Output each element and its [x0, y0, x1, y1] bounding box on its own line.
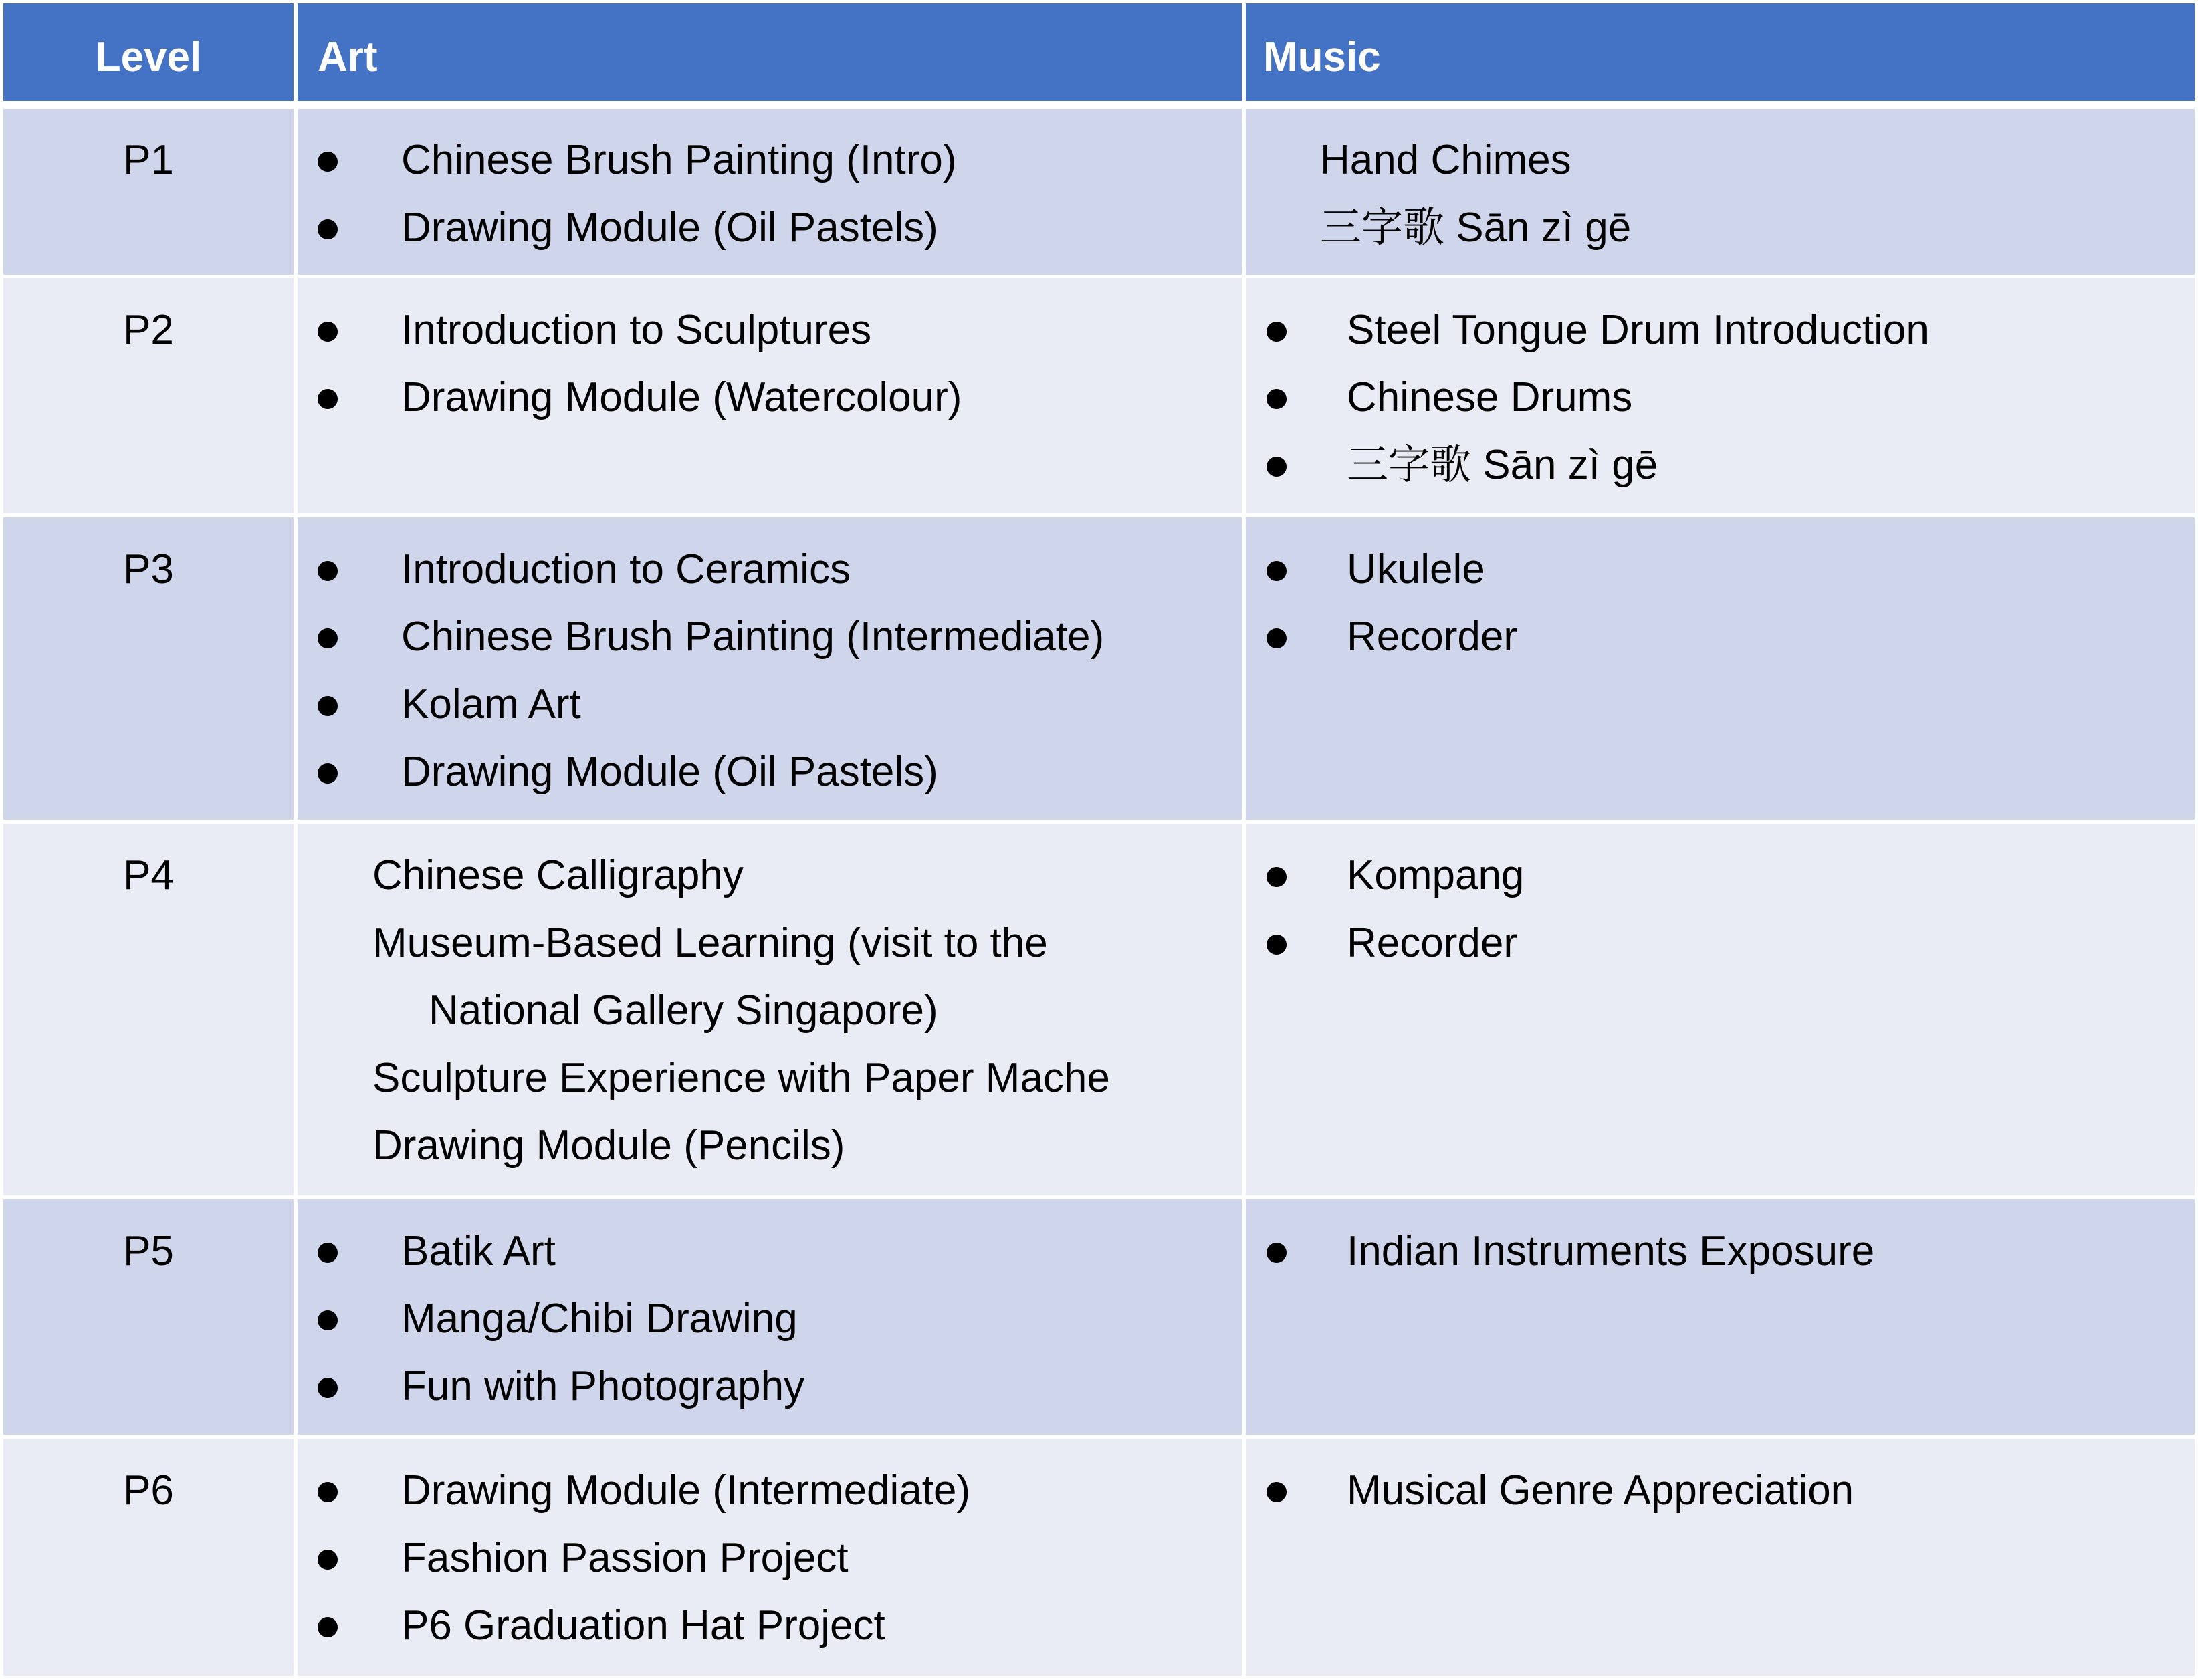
music-cell	[1246, 1199, 2195, 1435]
music-item: Recorder	[1347, 614, 1517, 660]
level-label: P1	[123, 137, 174, 183]
level-cell	[3, 1199, 294, 1435]
bullet-icon	[1267, 322, 1287, 342]
bullet-icon	[318, 1482, 338, 1502]
level-cell	[3, 109, 294, 275]
art-item: Museum-Based Learning (visit to the	[372, 920, 1048, 966]
art-cell	[298, 1199, 1242, 1435]
level-label: P4	[123, 852, 174, 898]
music-item: Indian Instruments Exposure	[1347, 1228, 1875, 1274]
header-music-label: Music	[1263, 34, 1381, 80]
art-cell	[298, 109, 1242, 275]
music-item: 三字歌 Sān zì gē	[1320, 205, 1632, 251]
art-item: Fashion Passion Project	[401, 1535, 849, 1581]
music-item: 三字歌 Sān zì gē	[1347, 442, 1658, 488]
level-label: P5	[123, 1228, 174, 1274]
music-cell	[1246, 1439, 2195, 1676]
bullet-icon	[1267, 628, 1287, 648]
header-cell-level	[3, 3, 294, 101]
art-item: Manga/Chibi Drawing	[401, 1296, 798, 1342]
music-item: Chinese Drums	[1347, 374, 1633, 421]
bullet-icon	[1267, 561, 1287, 581]
music-item: Steel Tongue Drum Introduction	[1347, 307, 1929, 353]
header-cell-music	[1246, 3, 2195, 101]
art-cell	[298, 824, 1242, 1195]
music-cell	[1246, 517, 2195, 820]
art-item: Fun with Photography	[401, 1363, 805, 1409]
bullet-icon	[318, 561, 338, 581]
level-cell	[3, 1439, 294, 1676]
bullet-icon	[318, 219, 338, 239]
art-item: Batik Art	[401, 1228, 556, 1274]
bullet-icon	[318, 322, 338, 342]
bullet-icon	[318, 1378, 338, 1398]
bullet-icon	[318, 1617, 338, 1637]
music-cell	[1246, 278, 2195, 513]
music-cell	[1246, 824, 2195, 1195]
art-item: Drawing Module (Pencils)	[372, 1122, 845, 1169]
music-item: Musical Genre Appreciation	[1347, 1467, 1854, 1514]
bullet-icon	[1267, 867, 1287, 887]
music-item: Kompang	[1347, 852, 1525, 898]
art-item: Drawing Module (Oil Pastels)	[401, 749, 938, 795]
bullet-icon	[318, 1243, 338, 1263]
level-cell	[3, 517, 294, 820]
bullet-icon	[318, 152, 338, 172]
bullet-icon	[1267, 1243, 1287, 1263]
art-item: Sculpture Experience with Paper Mache	[372, 1055, 1110, 1101]
art-item: Introduction to Ceramics	[401, 546, 851, 592]
art-cell	[298, 517, 1242, 820]
art-item: National Gallery Singapore)	[429, 987, 938, 1034]
level-label: P6	[123, 1467, 174, 1514]
bullet-icon	[318, 763, 338, 784]
bullet-icon	[318, 389, 338, 409]
art-cell	[298, 1439, 1242, 1676]
music-cell	[1246, 109, 2195, 275]
level-cell	[3, 824, 294, 1195]
art-item: Chinese Brush Painting (Intro)	[401, 137, 957, 183]
art-cell	[298, 278, 1242, 513]
music-item: Recorder	[1347, 920, 1517, 966]
level-label: P2	[123, 307, 174, 353]
level-cell	[3, 278, 294, 513]
art-item: Drawing Module (Oil Pastels)	[401, 205, 938, 251]
header-cell-art	[298, 3, 1242, 101]
music-item: Hand Chimes	[1320, 137, 1571, 183]
bullet-icon	[1267, 389, 1287, 409]
art-item: Drawing Module (Watercolour)	[401, 374, 962, 421]
art-item: P6 Graduation Hat Project	[401, 1602, 885, 1649]
art-item: Drawing Module (Intermediate)	[401, 1467, 971, 1514]
header-level-label: Level	[95, 34, 202, 80]
bullet-icon	[318, 628, 338, 648]
bullet-icon	[318, 1550, 338, 1570]
art-item: Kolam Art	[401, 681, 581, 727]
bullet-icon	[318, 696, 338, 716]
bullet-icon	[1267, 457, 1287, 477]
level-label: P3	[123, 546, 174, 592]
bullet-icon	[318, 1310, 338, 1330]
music-item: Ukulele	[1347, 546, 1485, 592]
art-item: Introduction to Sculptures	[401, 307, 872, 353]
bullet-icon	[1267, 1482, 1287, 1502]
art-item: Chinese Calligraphy	[372, 852, 744, 898]
header-art-label: Art	[318, 34, 378, 80]
art-item: Chinese Brush Painting (Intermediate)	[401, 614, 1105, 660]
bullet-icon	[1267, 935, 1287, 955]
